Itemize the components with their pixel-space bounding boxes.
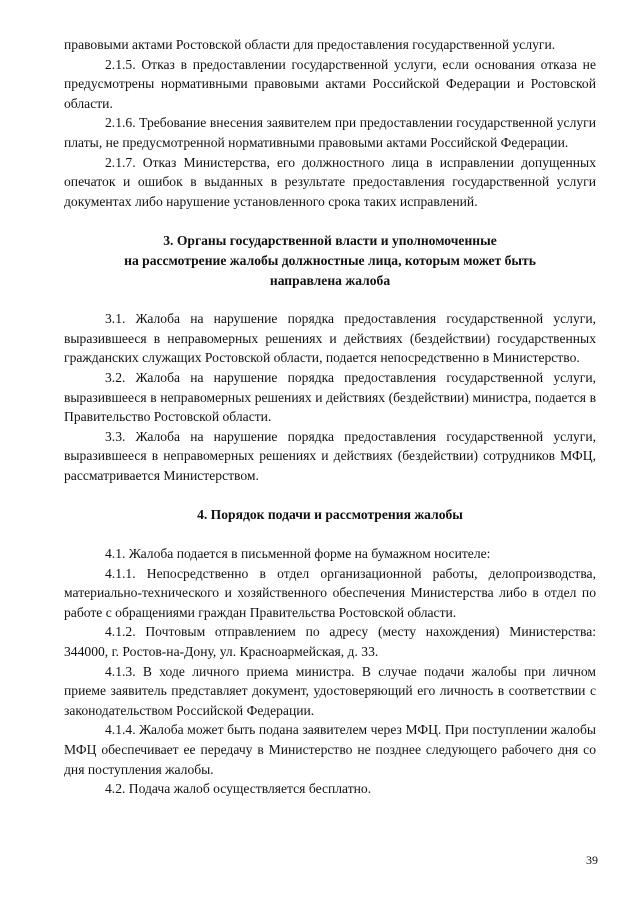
paragraph-number: 4.2. (105, 781, 126, 797)
page-number: 39 (586, 853, 598, 867)
paragraph-number: 4.1.3. (105, 663, 136, 679)
paragraph-text: Отказ в предоставлении государственной услуги, если основания отказа не предусмотрены нормативными правовыми актами Российской Федерации и Ростовской области. (64, 56, 596, 111)
paragraph-continuation (64, 35, 596, 55)
paragraph-text: Жалоба на нарушение порядка предоставления государственной услуги, выразившееся в неправомерных решениях и действиях (бездействии) сотрудников МФЦ, рассматривается Министерством. (64, 428, 596, 483)
heading-line: 4. Порядок подачи и рассмотрения жалобы (197, 507, 463, 523)
spacer (64, 525, 596, 544)
paragraph-number: 2.1.7. (105, 154, 136, 170)
paragraph-text: Подача жалоб осуществляется бесплатно. (128, 781, 372, 797)
paragraph-text: Жалоба на нарушение порядка предоставления государственной услуги, выразившееся в неправомерных решениях и действиях (бездействии) министра, подается в Правительство Ростовской области. (64, 369, 596, 425)
paragraph-3-3 (64, 427, 596, 486)
paragraph-4-1-4 (64, 720, 596, 779)
paragraph-text: Непосредственно в отдел организационной работы, делопроизводства, материально-технического и хозяйственного обеспечения Министерства либо в отдел по работе с обращениями граждан Правительства Ростовской области. (64, 565, 596, 620)
paragraph-number: 3.1. (105, 311, 126, 327)
page-content (64, 35, 596, 799)
paragraph-2-1-6 (64, 113, 596, 152)
spacer (64, 485, 596, 505)
paragraph-text: Жалоба на нарушение порядка предоставления государственной услуги, выразившееся в неправомерных решениях и действиях (бездействии) государственных гражданских служащих Ростовской области, подается непосредственно в Министерство. (64, 311, 596, 366)
paragraph-text: Отказ Министерства, его должностного лица в исправлении допущенных опечаток и ошибок в выданных в результате предоставления государственной услуги документах либо нарушение установленного срока таких исправлений. (64, 154, 596, 209)
spacer (64, 211, 596, 231)
paragraph-text: Требование внесения заявителем при предоставлении государственной услуги платы, не предусмотренной нормативными правовыми актами Российской Федерации. (64, 115, 596, 150)
paragraph-3-2 (64, 368, 596, 427)
heading-line: на рассмотрение жалобы должностные лица, которым может быть (124, 252, 536, 268)
section-3-heading (64, 231, 596, 290)
heading-line: 3. Органы государственной власти и уполномоченные (163, 233, 497, 249)
paragraph-text: правовыми актами Ростовской области для предоставления государственной услуги. (64, 37, 556, 52)
paragraph-text: Жалоба может быть подана заявителем через МФЦ. При поступлении жалобы МФЦ обеспечивает ее передачу в Министерство не позднее следующего рабочего дня со дня поступления жалобы. (64, 722, 597, 777)
paragraph-number: 2.1.6. (105, 115, 136, 131)
paragraph-4-1-1 (64, 564, 596, 623)
paragraph-4-1-3 (64, 662, 596, 721)
paragraph-2-1-7 (64, 153, 596, 212)
section-4-heading (64, 505, 596, 525)
paragraph-4-1-2 (64, 622, 596, 661)
paragraph-2-1-5 (64, 55, 596, 114)
paragraph-number: 4.1.1. (105, 565, 136, 581)
paragraph-text: Почтовым отправлением по адресу (месту нахождения) Министерства: 344000, г. Ростов-на-Дону, ул. Красноармейская, д. 33. (64, 624, 597, 660)
spacer (64, 290, 596, 309)
paragraph-number: 2.1.5. (105, 56, 136, 72)
paragraph-number: 4.1. (105, 546, 126, 562)
paragraph-number: 4.1.2. (105, 624, 136, 640)
heading-line: направлена жалоба (269, 272, 391, 288)
paragraph-number: 3.3. (105, 428, 126, 444)
paragraph-4-2 (64, 779, 596, 799)
paragraph-4-1 (64, 544, 596, 564)
paragraph-text: В ходе личного приема министра. В случае подачи жалобы при личном приеме заявитель представляет документ, удостоверяющий его личность в соответствии с законодательством Российской Федерации. (64, 663, 596, 718)
paragraph-3-1 (64, 309, 596, 368)
paragraph-number: 3.2. (105, 369, 126, 385)
paragraph-number: 4.1.4. (105, 722, 136, 738)
paragraph-text: Жалоба подается в письменной форме на бумажном носителе: (128, 546, 491, 562)
